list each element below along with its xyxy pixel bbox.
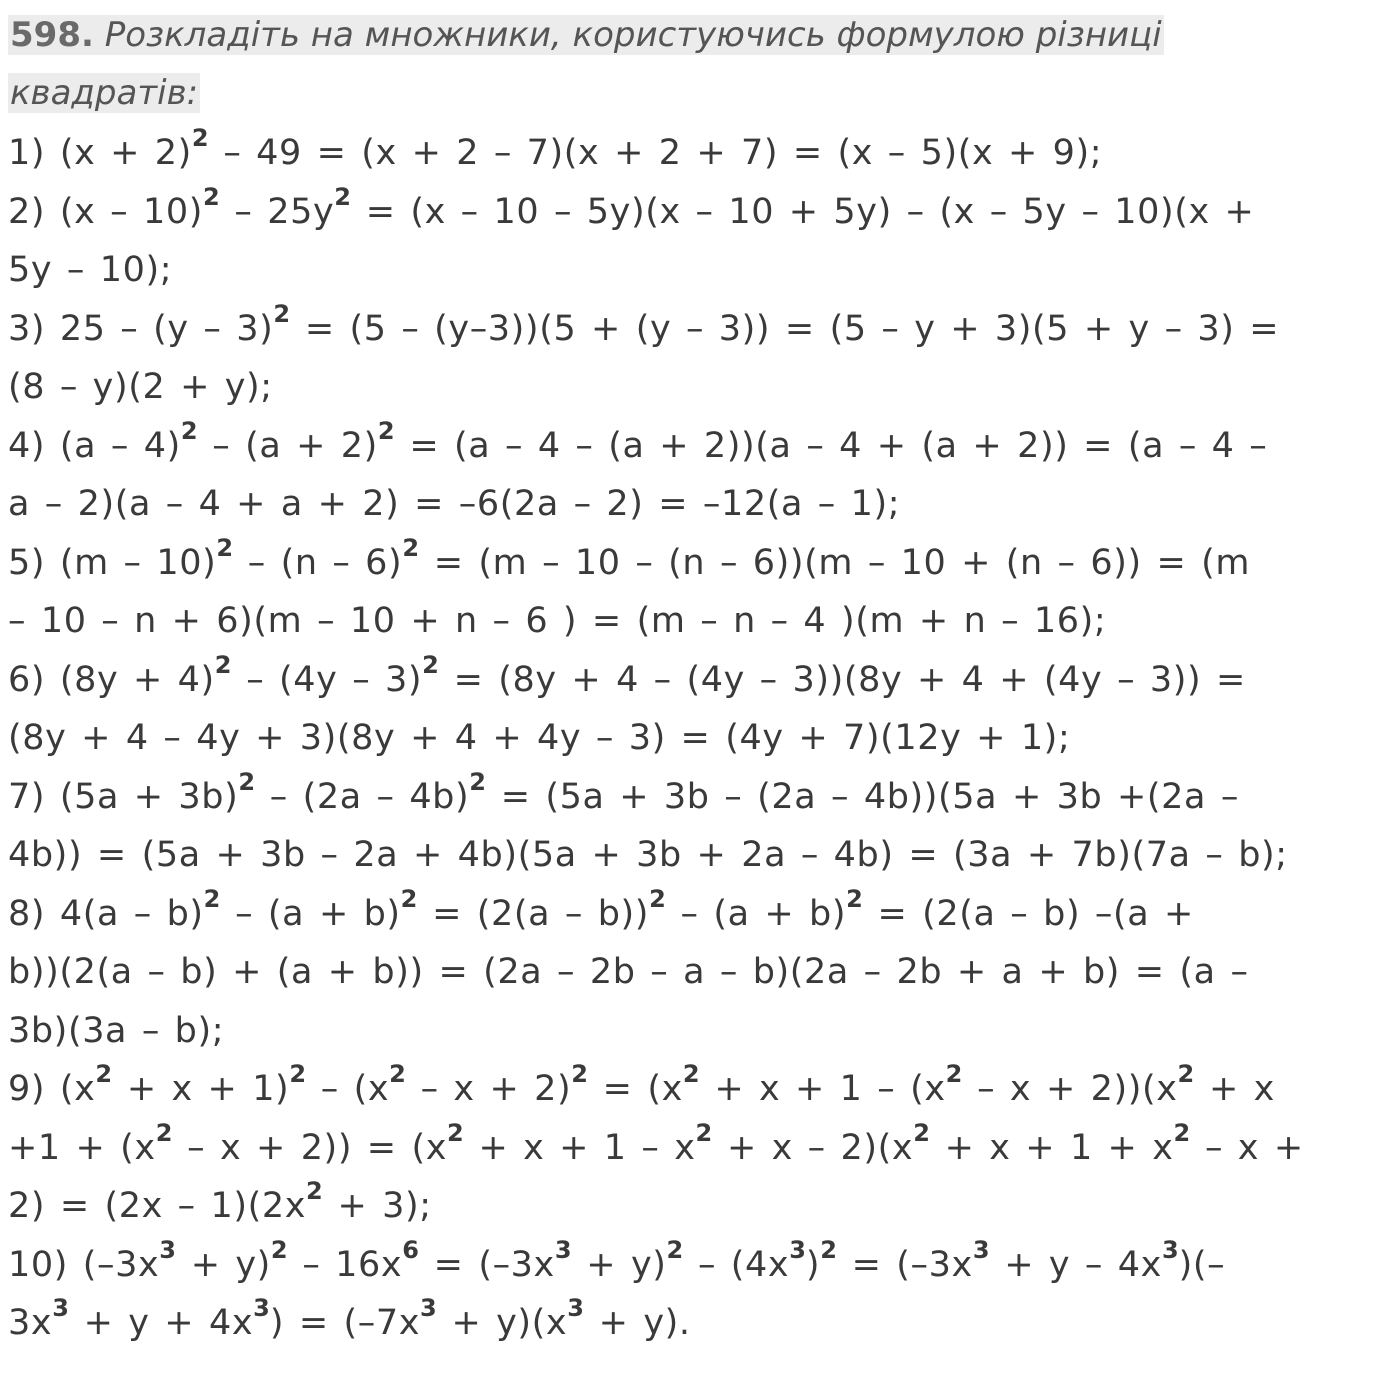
expression-text: – x + 2) [405,1069,572,1109]
exponent: 2 [216,533,234,562]
expression-text: = (2(a – b)) [417,893,650,934]
exponent: 3 [420,1294,437,1322]
expression-text: – x + [1190,1127,1304,1168]
solution-line [8,124,1382,183]
expression-text: + x [1194,1069,1275,1109]
expression-text: – 49 = (x + 2 – 7)(x + 2 + 7) = (x – 5)(x + 9); [208,133,1103,173]
expression-text: + y) [175,1244,271,1285]
solution-line [8,1002,1382,1061]
exponent: 2 [203,884,221,913]
expression-text: – (2a – 4b) [255,776,470,817]
exponent: 2 [682,1060,700,1088]
exponent: 2 [447,1118,464,1147]
expression-text: 9) (x [8,1069,96,1109]
solution-line [8,1119,1382,1178]
expression-text: – 10 – n + 6)(m – 10 + n – 6 ) = (m – n – 4 )(m + n – 16); [8,601,1107,641]
exponent: 2 [273,299,291,328]
solution-line [8,943,1382,1002]
expression-text: = (5 – (y–3))(5 + (y – 3)) = (5 – y + 3)(5 + y – 3) = [290,308,1280,349]
expression-text: + y). [583,1303,691,1343]
expression-text: 3) 25 – (y – 3) [8,308,274,349]
solution-line [8,826,1382,885]
solution-line [8,183,1382,242]
exponent: 3 [253,1294,270,1322]
expression-text: + y) [571,1244,667,1285]
expression-text: + x + 1 – x [463,1127,696,1168]
expression-text: – (a + b) [220,893,401,934]
expression-text: – (a + b) [665,893,847,934]
exponent: 6 [402,1235,419,1264]
expression-text: 3x [8,1303,53,1343]
exponent: 2 [289,1060,307,1088]
expression-text: – x + 2)) = (x [172,1127,448,1168]
task-title: Розкладіть на множники, користуючись формулою різниці квадратів: [10,15,1162,113]
expression-text: – x + 2))(x [962,1069,1178,1109]
expression-text: – 16x [287,1244,403,1285]
exponent: 2 [1177,1060,1195,1088]
exponent: 2 [1173,1118,1191,1147]
expression-text: – (4y – 3) [231,659,423,700]
exponent: 2 [945,1060,963,1088]
solution-line [8,534,1382,593]
expression-text: ) [805,1244,821,1285]
expression-text: = (–3x [418,1244,555,1285]
exponent: 2 [469,767,486,796]
exponent: 3 [1161,1235,1179,1264]
expression-text: 5) (m – 10) [8,542,217,583]
solution-line [8,709,1382,768]
expression-text: – (x [306,1069,390,1109]
expression-text: 3b)(3a – b); [8,1010,225,1051]
solution-line [8,1060,1382,1119]
exponent: 2 [649,884,666,913]
expression-text: + 3); [322,1186,432,1226]
exponent: 2 [422,650,439,679]
expression-text: 1) (x + 2) [8,133,192,173]
exponent: 2 [846,884,863,913]
expression-text: – (a + 2) [197,425,378,466]
expression-text: + y – 4x [989,1244,1162,1285]
exponent: 2 [214,650,232,679]
expression-text: (8y + 4 – 4y + 3)(8y + 4 + 4y – 3) = (4y + 7)(12y + 1); [8,718,1071,758]
expression-text: = (8y + 4 – (4y – 3))(8y + 4 + (4y – 3)) = [438,659,1246,700]
task-header-text [8,15,1164,113]
exponent: 2 [400,884,418,913]
expression-text: + x + 1 + x [929,1127,1174,1168]
solution-line [8,1294,1382,1353]
exponent: 3 [554,1235,572,1264]
solution-line [8,475,1382,534]
expression-text: a – 2)(a – 4 + a + 2) = –6(2a – 2) = –12(a – 1); [8,484,901,524]
solution-line [8,1236,1382,1295]
solution-line [8,1177,1382,1236]
exponent: 2 [389,1060,406,1088]
task-header [8,6,1298,122]
solution-line [8,651,1382,710]
expression-text: + y)(x [436,1303,568,1343]
expression-text: – (4x [683,1244,790,1285]
expression-text: )(– [1178,1244,1226,1285]
expression-text: = (m – 10 – (n – 6))(m – 10 + (n – 6)) = (m [419,542,1251,583]
exponent: 2 [913,1118,930,1147]
solution-line [8,358,1382,417]
expression-text: – 25y [219,191,335,232]
expression-text: 4b)) = (5a + 3b – 2a + 4b)(5a + 3b + 2a – 4b) = (3a + 7b)(7a – b); [8,835,1288,875]
exponent: 3 [789,1235,806,1264]
expression-text: 2) = (2x – 1)(2x [8,1186,307,1226]
expression-text: 10) (–3x [8,1244,160,1285]
solution-line [8,300,1382,359]
expression-text: 8) 4(a – b) [8,893,204,934]
solution-line [8,417,1382,476]
task-number: 598. [10,15,94,55]
solution-body [8,124,1382,1353]
expression-text: 2) (x – 10) [8,191,203,232]
expression-text: b))(2(a – b) + (a + b)) = (2a – 2b – a – b)(2a – 2b + a + b) = (a – [8,952,1249,992]
expression-text: + x + 1) [112,1069,290,1109]
expression-text: 4) (a – 4) [8,425,181,466]
exponent: 2 [820,1235,837,1264]
exponent: 2 [95,1060,113,1088]
solution-line [8,241,1382,300]
expression-text: (8 – y)(2 + y); [8,367,273,407]
expression-text: ) = (–7x [269,1303,421,1343]
exponent: 2 [155,1118,173,1147]
expression-text: = (2(a – b) –(a + [862,893,1194,934]
exponent: 3 [567,1294,584,1322]
expression-text: + x – 2)(x [712,1127,914,1168]
expression-text: + y + 4x [68,1303,254,1343]
expression-text: – (n – 6) [233,542,403,583]
expression-text: = (x – 10 – 5y)(x – 10 + 5y) – (x – 5y – 10)(x + [350,191,1255,232]
expression-text: = (x [587,1069,683,1109]
exponent: 2 [270,1235,288,1264]
exponent: 2 [571,1060,588,1088]
exponent: 2 [402,533,420,562]
exponent: 3 [52,1294,69,1322]
expression-text: 5y – 10); [8,250,173,290]
exponent: 2 [306,1177,323,1205]
exponent: 2 [666,1235,684,1264]
solution-line [8,768,1382,827]
exponent: 2 [180,416,198,445]
solution-line [8,885,1382,944]
exponent: 3 [159,1235,176,1264]
worksheet-page [8,6,1382,1353]
expression-text: +1 + (x [8,1127,156,1168]
exponent: 2 [334,182,351,211]
exponent: 2 [238,767,256,796]
exponent: 2 [202,182,220,211]
expression-text: = (–3x [836,1244,973,1285]
exponent: 2 [695,1118,713,1147]
solution-line [8,592,1382,651]
expression-text: 7) (5a + 3b) [8,776,239,817]
exponent: 2 [377,416,395,445]
expression-text: = (a – 4 – (a + 2))(a – 4 + (a + 2)) = (a – 4 – [394,425,1268,466]
expression-text: 6) (8y + 4) [8,659,215,700]
exponent: 3 [972,1235,990,1264]
expression-text: = (5a + 3b – (2a – 4b))(5a + 3b +(2a – [485,776,1239,817]
expression-text: + x + 1 – (x [699,1069,946,1109]
exponent: 2 [191,124,209,152]
